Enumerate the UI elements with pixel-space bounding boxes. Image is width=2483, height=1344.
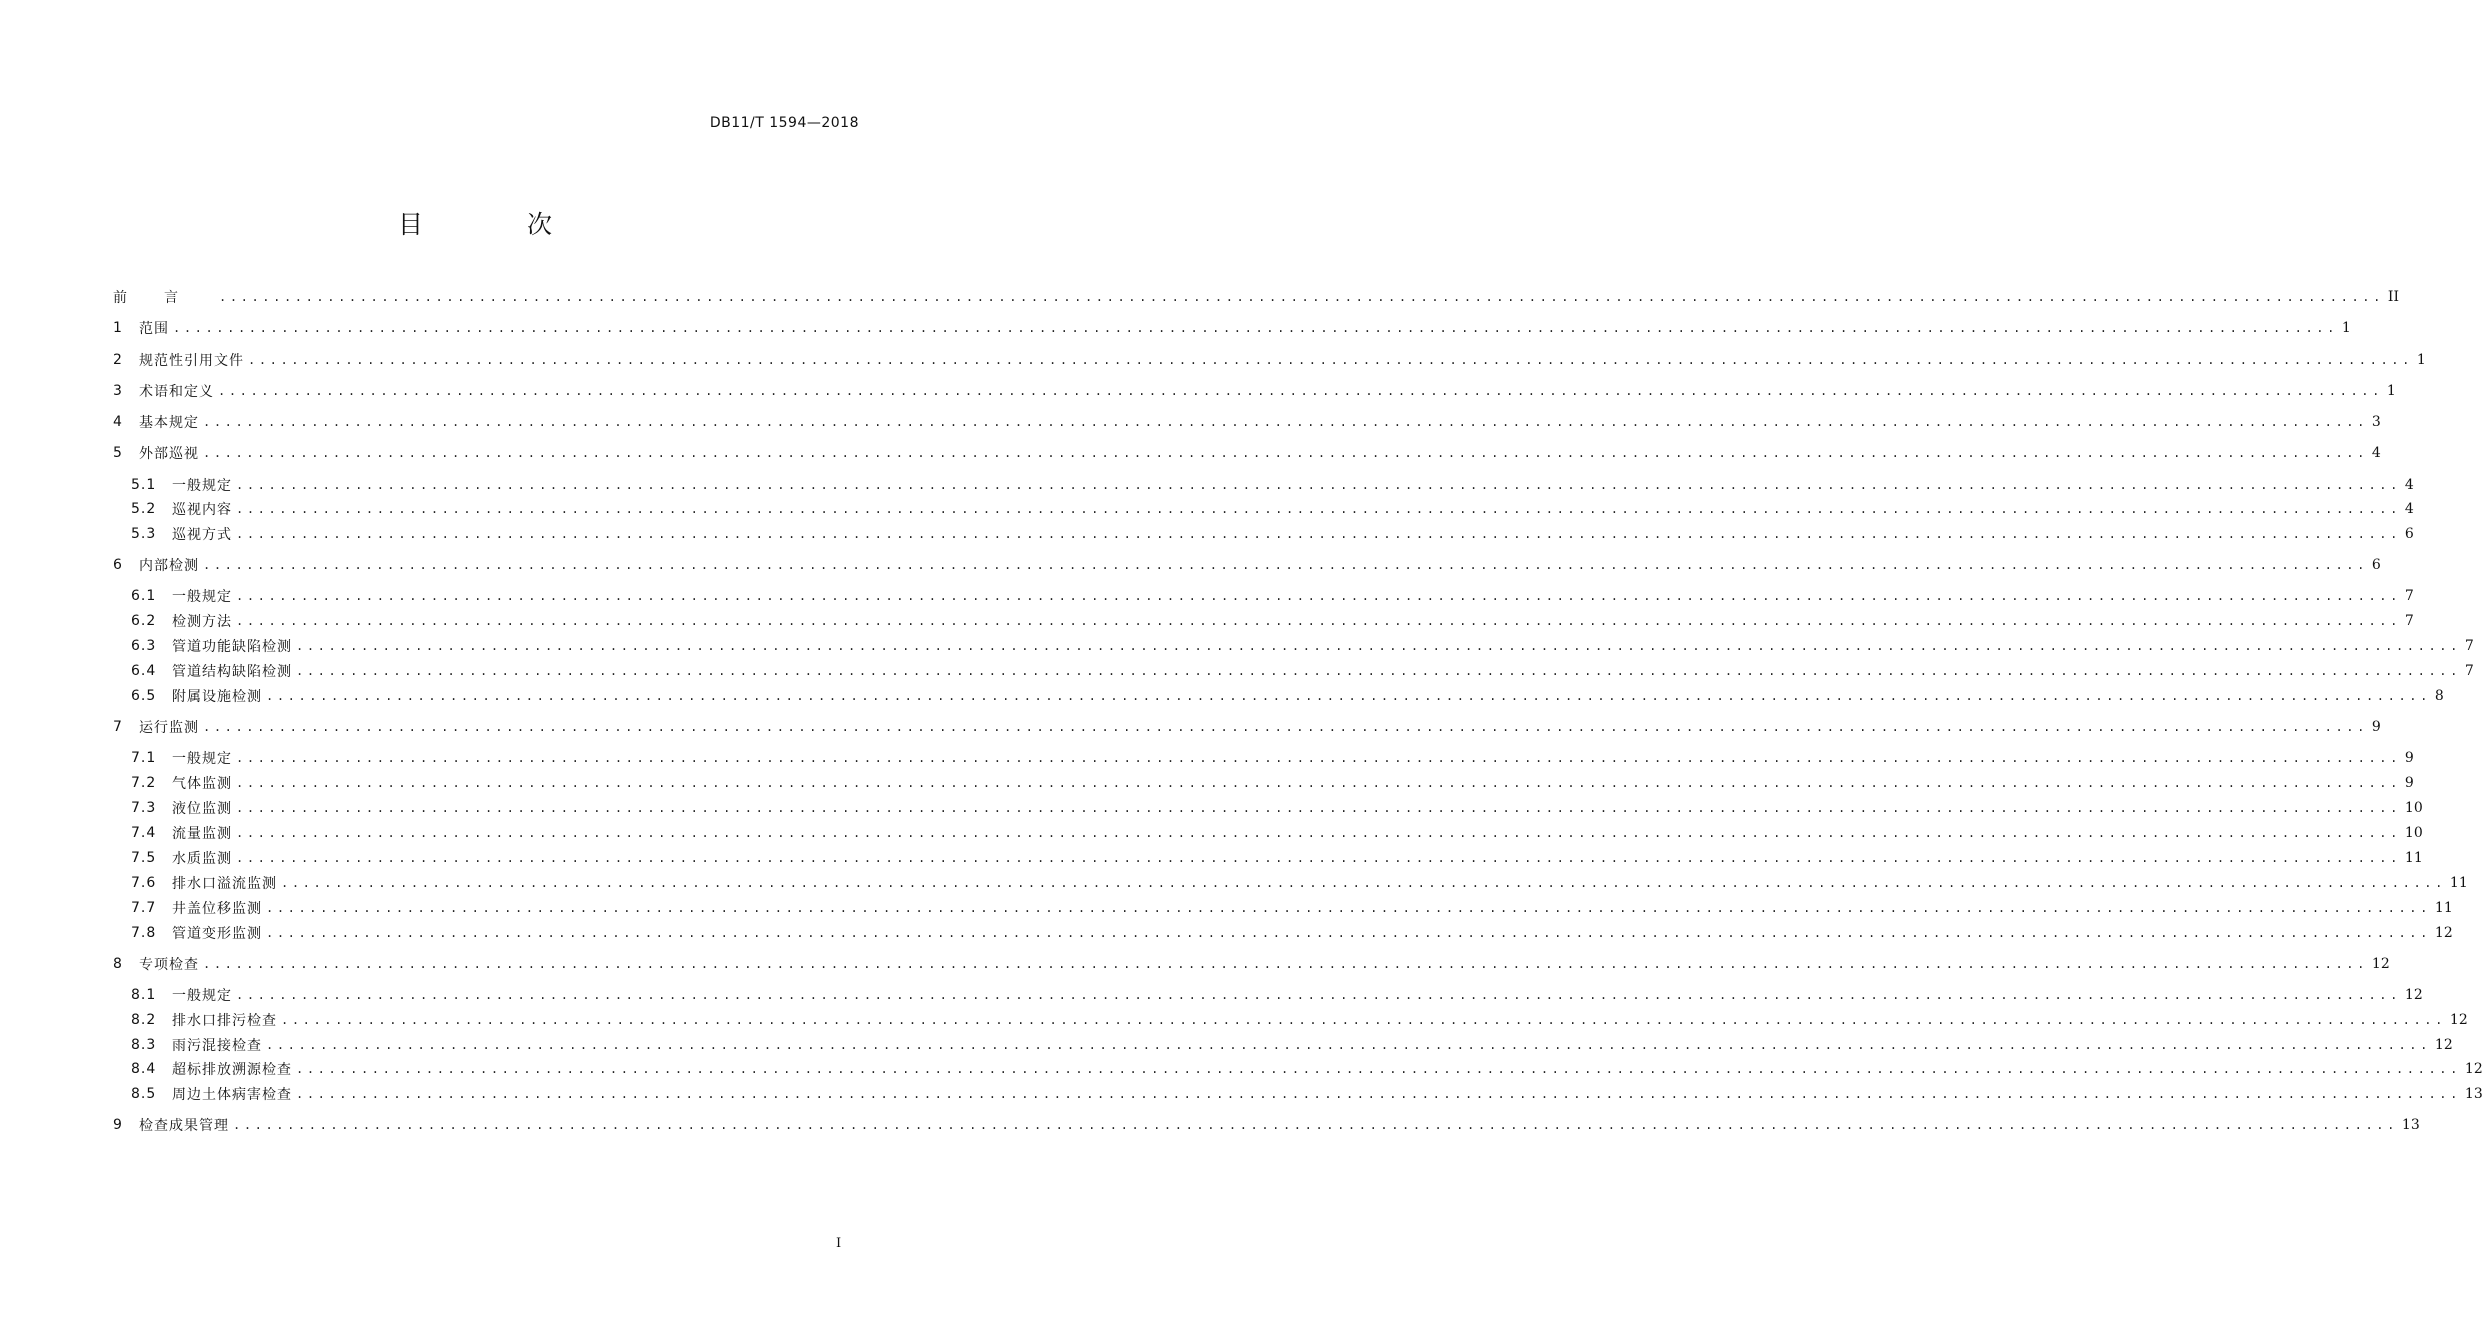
toc-leader-dots: ........................................................................................................................................................................................................	[266, 689, 2431, 703]
toc-entry[interactable]	[131, 611, 2414, 631]
toc-leader-dots: ........................................................................................................................................................................................................	[296, 1087, 2461, 1101]
toc-entry[interactable]	[131, 686, 2444, 706]
toc-entry[interactable]	[131, 985, 2423, 1005]
toc-entry-number: 7.3	[131, 800, 157, 816]
toc-entry-number: 8.1	[131, 987, 157, 1003]
toc-entry-page: II	[2387, 289, 2399, 305]
toc-entry[interactable]	[113, 287, 2399, 307]
toc-entry-page: 4	[2371, 445, 2381, 461]
toc-entry-page: 9	[2371, 719, 2381, 735]
toc-entry-page: 12	[2434, 1037, 2453, 1053]
toc-entry[interactable]	[131, 823, 2423, 843]
toc-entry-number: 4	[113, 414, 123, 430]
toc-entry-label: 一般规定	[172, 589, 232, 605]
toc-entry-label: 术语和定义	[139, 384, 214, 400]
toc-entry-number: 8.2	[131, 1012, 157, 1028]
toc-entry-number: 6.5	[131, 688, 157, 704]
toc-entry-label: 运行监测	[139, 720, 199, 736]
toc-entry-label: 气体监测	[172, 776, 232, 792]
toc-leader-dots: ........................................................................................................................................................................................................	[236, 988, 2401, 1002]
toc-entry[interactable]	[131, 586, 2414, 606]
toc-entry-label: 检查成果管理	[139, 1118, 229, 1134]
toc-entry-page: 6	[2404, 526, 2414, 542]
toc-entry[interactable]	[113, 381, 2396, 401]
toc-entry[interactable]	[131, 475, 2414, 495]
toc-entry-label: 管道功能缺陷检测	[172, 639, 292, 655]
toc-entry-label: 前言	[113, 290, 215, 306]
toc-entry-label: 一般规定	[172, 988, 232, 1004]
toc-entry-page: 7	[2404, 613, 2414, 629]
toc-leader-dots: ........................................................................................................................................................................................................	[266, 1038, 2431, 1052]
toc-entry-label: 一般规定	[172, 478, 232, 494]
toc-entry-label: 专项检查	[139, 957, 199, 973]
toc-entry[interactable]	[113, 1115, 2420, 1135]
toc-entry-page: 7	[2464, 663, 2474, 679]
toc-leader-dots: ........................................................................................................................................................................................................	[296, 664, 2461, 678]
toc-entry-number: 6.2	[131, 613, 157, 629]
toc-entry[interactable]	[113, 555, 2381, 575]
toc-entry-page: 8	[2434, 688, 2444, 704]
toc-leader-dots: ........................................................................................................................................................................................................	[236, 527, 2401, 541]
toc-entry-page: 11	[2449, 875, 2468, 891]
toc-entry[interactable]	[131, 773, 2414, 793]
toc-leader-dots: ........................................................................................................................................................................................................	[203, 720, 2368, 734]
toc-entry-page: 9	[2404, 750, 2414, 766]
toc-entry-page: 11	[2404, 850, 2423, 866]
toc-entry[interactable]	[131, 798, 2423, 818]
toc-leader-dots: ........................................................................................................................................................................................................	[203, 415, 2368, 429]
toc-entry-number: 5	[113, 445, 123, 461]
page-title: 目 次	[398, 210, 600, 239]
toc-entry-number: 2	[113, 352, 123, 368]
toc-entry-label: 排水口溢流监测	[172, 876, 277, 892]
toc-entry-label: 雨污混接检查	[172, 1038, 262, 1054]
toc-leader-dots: ........................................................................................................................................................................................................	[281, 1013, 2446, 1027]
toc-entry-label: 一般规定	[172, 751, 232, 767]
toc-entry-number: 8.4	[131, 1061, 157, 1077]
toc-entry-page: 7	[2404, 588, 2414, 604]
toc-entry[interactable]	[131, 1059, 2483, 1079]
toc-leader-dots: ........................................................................................................................................................................................................	[173, 321, 2338, 335]
toc-entry-page: 3	[2371, 414, 2381, 430]
toc-entry-label: 附属设施检测	[172, 689, 262, 705]
toc-entry-number: 6	[113, 557, 123, 573]
toc-entry-label: 范围	[139, 321, 169, 337]
toc-entry-label: 液位监测	[172, 801, 232, 817]
toc-entry-number: 8.3	[131, 1037, 157, 1053]
toc-entry-label: 管道结构缺陷检测	[172, 664, 292, 680]
toc-leader-dots: ........................................................................................................................................................................................................	[233, 1118, 2398, 1132]
toc-entry-label: 管道变形监测	[172, 926, 262, 942]
toc-entry-number: 5.2	[131, 501, 157, 517]
toc-entry-page: 7	[2464, 638, 2474, 654]
toc-entry-number: 7.4	[131, 825, 157, 841]
toc-entry[interactable]	[113, 717, 2381, 737]
toc-leader-dots: ........................................................................................................................................................................................................	[236, 826, 2401, 840]
toc-entry-label: 排水口排污检查	[172, 1013, 277, 1029]
toc-entry-label: 基本规定	[139, 415, 199, 431]
toc-leader-dots: ........................................................................................................................................................................................................	[266, 926, 2431, 940]
toc-entry-number: 8	[113, 956, 123, 972]
toc-leader-dots: ........................................................................................................................................................................................................	[236, 589, 2401, 603]
toc-entry[interactable]	[113, 443, 2381, 463]
toc-entry[interactable]	[131, 848, 2423, 868]
toc-leader-dots: ........................................................................................................................................................................................................	[219, 290, 2384, 304]
toc-leader-dots: ........................................................................................................................................................................................................	[203, 957, 2368, 971]
toc-entry-number: 9	[113, 1117, 123, 1133]
toc-entry[interactable]	[113, 350, 2426, 370]
toc-entry-label: 井盖位移监测	[172, 901, 262, 917]
toc-entry-page: 10	[2404, 800, 2423, 816]
toc-entry-number: 5.3	[131, 526, 157, 542]
toc-leader-dots: ........................................................................................................................................................................................................	[296, 1062, 2461, 1076]
toc-entry-label: 外部巡视	[139, 446, 199, 462]
toc-leader-dots: ........................................................................................................................................................................................................	[236, 801, 2401, 815]
toc-entry-page: 9	[2404, 775, 2414, 791]
toc-entry-label: 检测方法	[172, 614, 232, 630]
toc-entry-page: 12	[2449, 1012, 2468, 1028]
toc-entry-label: 巡视方式	[172, 527, 232, 543]
toc-leader-dots: ........................................................................................................................................................................................................	[236, 776, 2401, 790]
toc-entry[interactable]	[131, 1010, 2468, 1030]
toc-entry-number: 5.1	[131, 477, 157, 493]
toc-entry[interactable]	[113, 318, 2351, 338]
toc-entry-label: 水质监测	[172, 851, 232, 867]
toc-entry-page: 1	[2416, 352, 2426, 368]
toc-entry[interactable]	[131, 923, 2453, 943]
toc-entry-number: 6.1	[131, 588, 157, 604]
toc-entry-label: 超标排放溯源检查	[172, 1062, 292, 1078]
toc-entry-page: 11	[2434, 900, 2453, 916]
toc-entry-number: 7.6	[131, 875, 157, 891]
toc-leader-dots: ........................................................................................................................................................................................................	[281, 876, 2446, 890]
toc-entry[interactable]	[131, 499, 2414, 519]
toc-entry-label: 规范性引用文件	[139, 353, 244, 369]
toc-leader-dots: ........................................................................................................................................................................................................	[248, 353, 2413, 367]
toc-entry-page: 12	[2371, 956, 2390, 972]
toc-leader-dots: ........................................................................................................................................................................................................	[236, 478, 2401, 492]
toc-entry-label: 流量监测	[172, 826, 232, 842]
toc-leader-dots: ........................................................................................................................................................................................................	[236, 614, 2401, 628]
page-number: I	[836, 1236, 842, 1251]
toc-entry-number: 7.1	[131, 750, 157, 766]
toc-entry-number: 1	[113, 320, 123, 336]
toc-leader-dots: ........................................................................................................................................................................................................	[236, 851, 2401, 865]
toc-entry[interactable]	[131, 636, 2474, 656]
toc-entry[interactable]	[131, 661, 2474, 681]
toc-leader-dots: ........................................................................................................................................................................................................	[203, 558, 2368, 572]
toc-entry-page: 4	[2404, 477, 2414, 493]
toc-leader-dots: ........................................................................................................................................................................................................	[296, 639, 2461, 653]
toc-entry-page: 12	[2434, 925, 2453, 941]
toc-entry-label: 周边土体病害检查	[172, 1087, 292, 1103]
toc-entry[interactable]	[113, 412, 2381, 432]
toc-entry-number: 6.4	[131, 663, 157, 679]
toc-entry-page: 12	[2464, 1061, 2483, 1077]
toc-entry-number: 7.5	[131, 850, 157, 866]
toc-entry[interactable]	[131, 1084, 2483, 1104]
toc-leader-dots: ........................................................................................................................................................................................................	[203, 446, 2368, 460]
toc-entry-page: 4	[2404, 501, 2414, 517]
toc-entry[interactable]	[113, 954, 2390, 974]
toc-entry-number: 7.2	[131, 775, 157, 791]
toc-entry-page: 1	[2386, 383, 2396, 399]
toc-entry[interactable]	[131, 1035, 2453, 1055]
toc-entry[interactable]	[131, 873, 2468, 893]
toc-entry[interactable]	[131, 524, 2414, 544]
toc-entry-number: 8.5	[131, 1086, 157, 1102]
toc-entry-page: 13	[2464, 1086, 2483, 1102]
toc-entry[interactable]	[131, 898, 2453, 918]
toc-entry-page: 1	[2341, 320, 2351, 336]
toc-entry-number: 3	[113, 383, 123, 399]
toc-entry-page: 10	[2404, 825, 2423, 841]
toc-entry-number: 6.3	[131, 638, 157, 654]
toc-entry-number: 7	[113, 719, 123, 735]
toc-entry-number: 7.7	[131, 900, 157, 916]
toc-leader-dots: ........................................................................................................................................................................................................	[236, 502, 2401, 516]
toc-leader-dots: ........................................................................................................................................................................................................	[218, 384, 2383, 398]
toc-entry-page: 12	[2404, 987, 2423, 1003]
toc-entry[interactable]	[131, 748, 2414, 768]
toc-leader-dots: ........................................................................................................................................................................................................	[236, 751, 2401, 765]
standard-code: DB11/T 1594—2018	[709, 115, 859, 131]
toc-entry-label: 巡视内容	[172, 502, 232, 518]
toc-entry-label: 内部检测	[139, 558, 199, 574]
toc-entry-page: 6	[2371, 557, 2381, 573]
toc-entry-number: 7.8	[131, 925, 157, 941]
toc-entry-page: 13	[2401, 1117, 2420, 1133]
toc-leader-dots: ........................................................................................................................................................................................................	[266, 901, 2431, 915]
